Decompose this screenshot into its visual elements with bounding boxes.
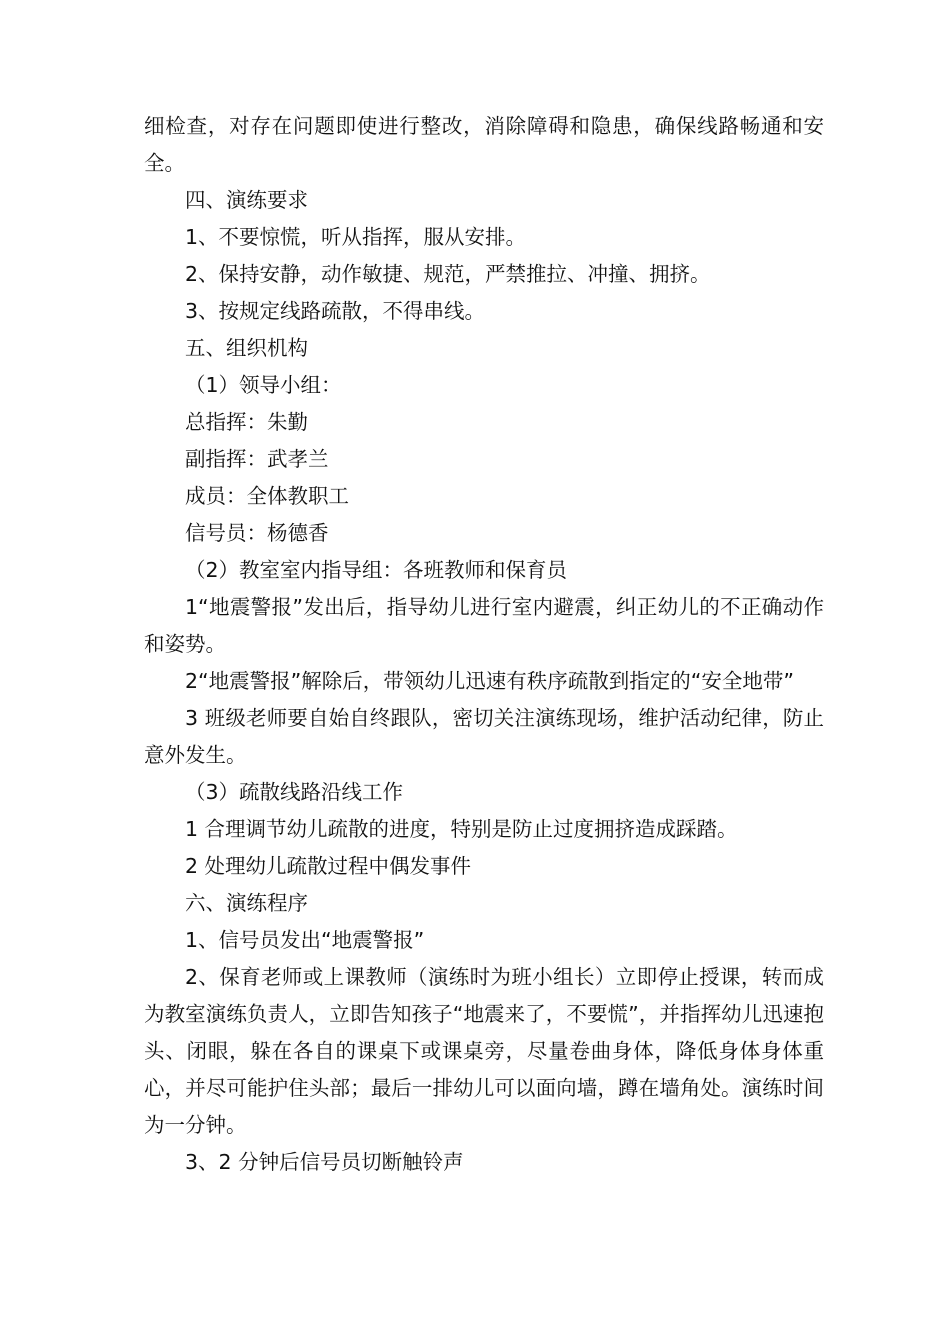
classroom-guidance-item-3: 3 班级老师要自始自终跟队，密切关注演练现场，维护活动纪律，防止意外发生。	[144, 706, 824, 767]
heading-organization: 五、组织机构	[185, 336, 308, 360]
evacuation-route-item-1: 1 合理调节幼儿疏散的进度，特别是防止过度拥挤造成踩踏。	[185, 817, 738, 841]
requirement-item-2: 2、保持安静，动作敏捷、规范，严禁推拉、冲撞、拥挤。	[185, 262, 711, 286]
classroom-guidance-item-1: 1“地震警报”发出后，指导幼儿进行室内避震，纠正幼儿的不正确动作和姿势。	[144, 595, 824, 656]
deputy-commander: 副指挥：武孝兰	[185, 447, 329, 471]
heading-drill-procedure: 六、演练程序	[185, 891, 308, 915]
procedure-item-3: 3、2 分钟后信号员切断触铃声	[185, 1150, 464, 1174]
signal-officer: 信号员：杨德香	[185, 521, 329, 545]
subheading-classroom-guidance: （2）教室室内指导组：各班教师和保育员	[185, 558, 568, 582]
procedure-item-1: 1、信号员发出“地震警报”	[185, 928, 425, 952]
requirement-item-1: 1、不要惊慌，听从指挥，服从安排。	[185, 225, 527, 249]
classroom-guidance-item-2: 2“地震警报”解除后，带领幼儿迅速有秩序疏散到指定的“安全地带”	[185, 669, 795, 693]
heading-drill-requirements: 四、演练要求	[185, 188, 308, 212]
evacuation-route-item-2: 2 处理幼儿疏散过程中偶发事件	[185, 854, 472, 878]
members: 成员：全体教职工	[185, 484, 349, 508]
requirement-item-3: 3、按规定线路疏散，不得串线。	[185, 299, 486, 323]
subheading-evacuation-route: （3）疏散线路沿线工作	[185, 780, 404, 804]
chief-commander: 总指挥：朱勤	[185, 410, 308, 434]
subheading-leadership-group: （1）领导小组：	[185, 373, 342, 397]
paragraph-inspection-continued: 细检查，对存在问题即使进行整改，消除障碍和隐患，确保线路畅通和安全。	[144, 114, 824, 175]
document-body	[144, 108, 824, 1181]
procedure-item-2: 2、保育老师或上课教师（演练时为班小组长）立即停止授课，转而成为教室演练负责人，立即告知孩子“地震来了，不要慌”，并指挥幼儿迅速抱头、闭眼，躲在各自的课桌下或课桌旁，尽量卷曲身体，降低身体身体重心，并尽可能护住头部；最后一排幼儿可以面向墙，蹲在墙角处。演练时间为一分钟。	[144, 965, 824, 1137]
